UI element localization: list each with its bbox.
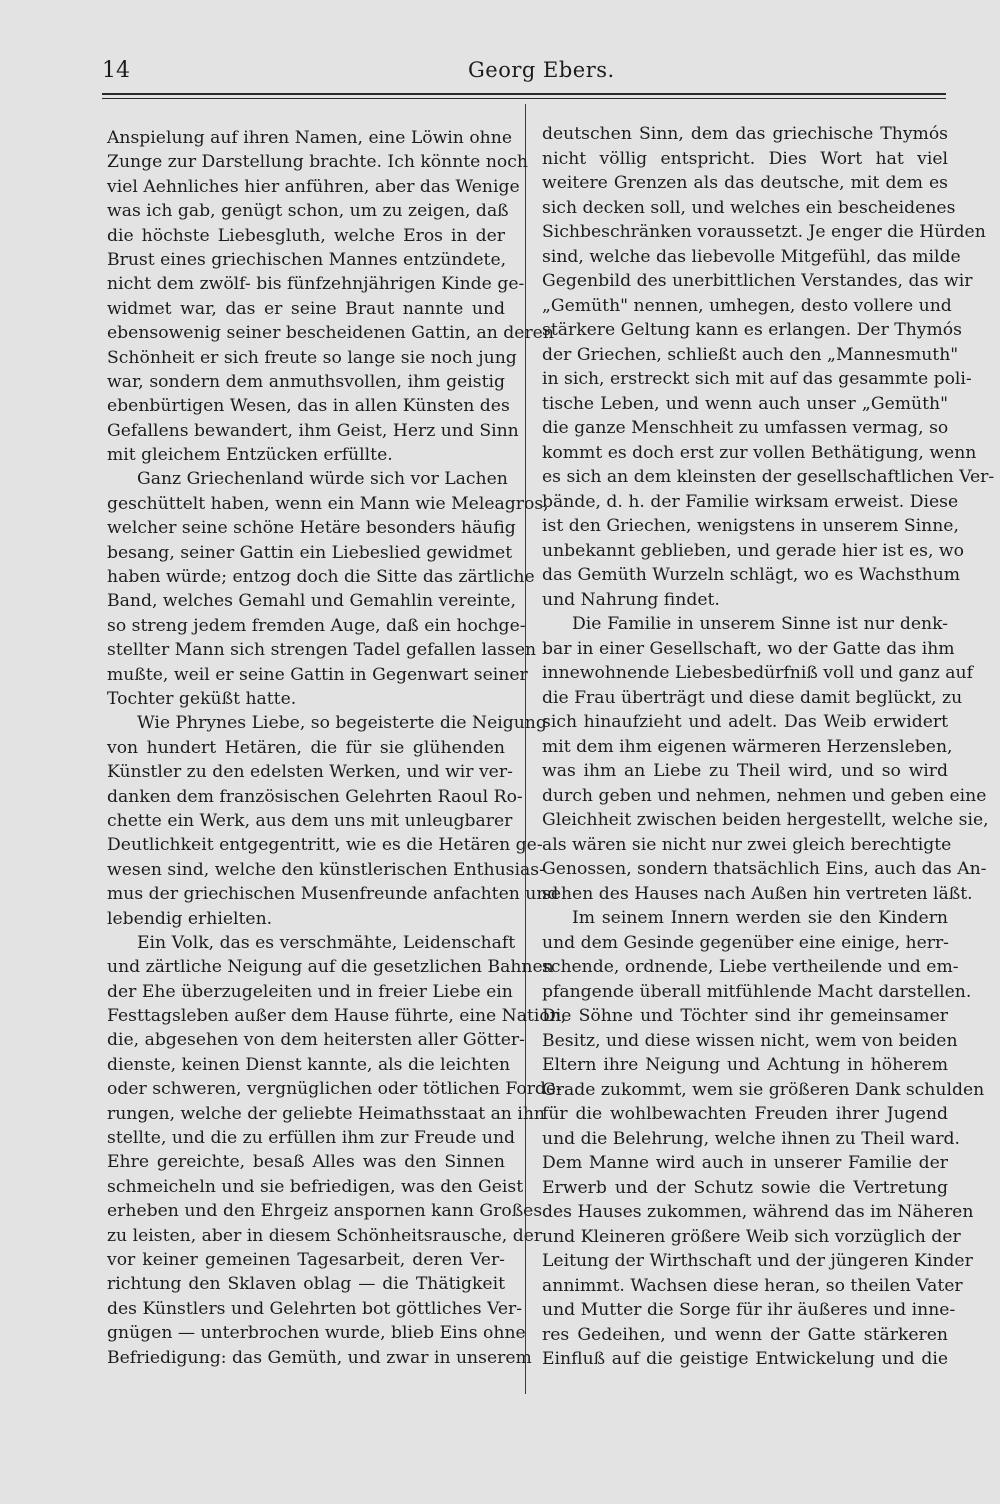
text-line: was ihm an Liebe zu Theil wird, und so wird [542, 761, 948, 781]
text-line: von hundert Hetären, die für sie glühenden [107, 737, 505, 758]
text-line: Tochter geküßt hatte. [107, 688, 297, 709]
text-line: die, abgesehen von dem heitersten aller Götter- [107, 1030, 525, 1051]
text-line: stellte, und die zu erfüllen ihm zur Freude und [107, 1128, 516, 1149]
text-line: Eltern ihre Neigung und Achtung in höherem [542, 1055, 948, 1075]
text-line: bände, d. h. der Familie wirksam erweist. Diese [542, 491, 959, 512]
text-line: pfangende überall mitfühlende Macht darstellen. [542, 981, 972, 1002]
text-line: erheben und den Ehrgeiz anspornen kann Großes [107, 1201, 543, 1222]
text-line: Festtagsleben außer dem Hause führte, eine Nation, [107, 1006, 567, 1027]
text-line: der Ehe überzugeleiten und in freier Liebe ein [107, 981, 513, 1002]
text-line: weitere Grenzen als das deutsche, mit dem es [542, 173, 948, 193]
text-line: für die wohlbewachten Freuden ihrer Jugend [542, 1104, 948, 1124]
text-line: und Mutter die Sorge für ihr äußeres und inne- [542, 1300, 956, 1320]
running-title: Georg Ebers. [468, 58, 615, 82]
text-line: Ehre gereichte, besaß Alles was den Sinnen [107, 1152, 505, 1173]
text-line: des Hauses zukommen, während das im Näheren [542, 1202, 974, 1222]
header-rule [102, 93, 946, 99]
text-line: als wären sie nicht nur zwei gleich berechtigte [542, 834, 952, 855]
text-line: deutschen Sinn, dem das griechische Thymós [542, 124, 948, 144]
right-column [542, 122, 995, 1372]
text-line: schmeicheln und sie befriedigen, was den Geist [107, 1176, 524, 1197]
text-line: besang, seiner Gattin ein Liebeslied gewidmet [107, 542, 513, 563]
page-number: 14 [102, 58, 130, 83]
text-line: geschüttelt haben, wenn ein Mann wie Meleagros, [107, 493, 549, 514]
text-line: stärkere Geltung kann es erlangen. Der Thymós [542, 320, 962, 340]
text-line: so streng jedem fremden Auge, daß ein hochge- [107, 615, 526, 636]
text-line: Band, welches Gemahl und Gemahlin vereinte, [107, 591, 516, 612]
text-line: lebendig erhielten. [107, 908, 273, 929]
text-line: sich hinaufzieht und adelt. Das Weib erwidert [542, 712, 948, 732]
text-line: tische Leben, und wenn auch unser „Gemüth" [542, 393, 948, 414]
text-line: Erwerb und der Schutz sowie die Vertretung [542, 1177, 948, 1198]
text-line: dienste, keinen Dienst kannte, als die leichten [107, 1054, 511, 1075]
text-line: ebensowenig seiner bescheidenen Gattin, an deren [107, 323, 554, 344]
text-line: sehen des Hauses nach Außen hin vertreten läßt. [542, 883, 973, 904]
text-line: res Gedeihen, und wenn der Gatte stärkeren [542, 1324, 948, 1345]
text-line: Dem Manne wird auch in unserer Familie der [542, 1153, 948, 1173]
text-line: die höchste Liebesgluth, welche Eros in der [107, 225, 505, 246]
text-line: sind, welche das liebevolle Mitgefühl, das milde [542, 246, 961, 267]
text-line: Künstler zu den edelsten Werken, und wir ver- [107, 762, 513, 783]
text-line: war, sondern dem anmuthsvollen, ihm geistig [107, 371, 505, 392]
text-line: das Gemüth Wurzeln schlägt, wo es Wachsthum [542, 565, 961, 585]
text-line: Zunge zur Darstellung brachte. Ich könnte noch [107, 152, 528, 173]
text-line: und Kleineren größere Weib sich vorzüglich der [542, 1226, 961, 1247]
text-line: richtung den Sklaven oblag — die Thätigkeit [107, 1274, 505, 1295]
text-line: Im seinem Innern werden sie den Kindern [572, 908, 948, 928]
text-line: Leitung der Wirthschaft und der jüngeren Kinder [542, 1251, 973, 1271]
text-line: Die Familie in unserem Sinne ist nur denk- [572, 614, 948, 634]
text-line: schende, ordnende, Liebe vertheilende und em- [542, 957, 959, 977]
text-line: zu leisten, aber in diesem Schönheitsrausche, der [107, 1225, 543, 1246]
text-line: Ein Volk, das es verschmähte, Leidenschaft [137, 932, 516, 953]
text-line: widmet war, das er seine Braut nannte und [107, 298, 505, 319]
text-line: unbekannt geblieben, und gerade hier ist es, wo [542, 540, 964, 561]
text-line: stellter Mann sich strengen Tadel gefallen lassen [107, 640, 537, 661]
text-line: nicht völlig entspricht. Dies Wort hat viel [542, 148, 948, 169]
text-line: chette ein Werk, aus dem uns mit unleugbarer [107, 810, 513, 831]
text-line: haben würde; entzog doch die Sitte das zärtliche [107, 567, 535, 588]
text-line: mußte, weil er seine Gattin in Gegenwart seiner [107, 664, 528, 685]
text-line: Brust eines griechischen Mannes entzündete, [107, 249, 507, 270]
text-line: Gleichheit zwischen beiden hergestellt, welche sie, [542, 810, 989, 830]
text-line: rungen, welche der geliebte Heimathsstaat an ihn [107, 1103, 545, 1124]
text-line: des Künstlers und Gelehrten bot göttliches Ver- [107, 1298, 523, 1319]
text-line: Befriedigung: das Gemüth, und zwar in unserem [107, 1347, 532, 1368]
text-line: annimmt. Wachsen diese heran, so theilen Vater [542, 1275, 963, 1296]
text-line: sich decken soll, und welches ein bescheidenes [542, 197, 956, 218]
text-line: ebenbürtigen Wesen, das in allen Künsten des [107, 396, 510, 417]
text-line: ist den Griechen, wenigstens in unserem Sinne, [542, 516, 959, 536]
text-line: mus der griechischen Musenfreunde anfachten und [107, 884, 559, 905]
text-line: Sichbeschränken voraussetzt. Je enger die Hürden [542, 222, 986, 242]
text-line: bar in einer Gesellschaft, wo der Gatte das ihm [542, 638, 955, 659]
text-line: Einfluß auf die geistige Entwickelung und die [542, 1349, 948, 1369]
left-column [107, 126, 567, 1370]
text-line: Anspielung auf ihren Namen, eine Löwin ohne [107, 128, 512, 148]
text-line: oder schweren, vergnüglichen oder tötlichen Forde- [107, 1079, 562, 1100]
text-line: mit dem ihm eigenen wärmeren Herzensleben, [542, 736, 953, 757]
text-line: mit gleichem Entzücken erfüllte. [107, 445, 393, 466]
text-line: der Griechen, schließt auch den „Mannesmuth" [542, 344, 959, 365]
text-line: Besitz, und diese wissen nicht, wem von beiden [542, 1030, 958, 1051]
text-line: wesen sind, welche den künstlerischen Enthusias- [107, 859, 545, 880]
text-line: und zärtliche Neigung auf die gesetzlichen Bahnen [107, 957, 554, 978]
text-line: Die Söhne und Töchter sind ihr gemeinsamer [542, 1006, 948, 1026]
text-line: Grade zukommt, wem sie größeren Dank schulden [542, 1079, 985, 1100]
text-line: und dem Gesinde gegenüber eine einige, herr- [542, 932, 949, 953]
text-line: Ganz Griechenland würde sich vor Lachen [137, 469, 508, 490]
text-line: was ich gab, genügt schon, um zu zeigen, daß [107, 201, 509, 222]
text-line: es sich an dem kleinsten der gesellschaftlichen Ver- [542, 467, 995, 487]
text-line: Deutlichkeit entgegentritt, wie es die Hetären ge- [107, 835, 543, 856]
text-line: kommt es doch erst zur vollen Bethätigung, wenn [542, 442, 977, 463]
text-line: Gefallens bewandert, ihm Geist, Herz und Sinn [107, 420, 519, 441]
text-line: danken dem französischen Gelehrten Raoul Ro- [107, 786, 523, 807]
text-line: die ganze Menschheit zu umfassen vermag, so [542, 418, 949, 438]
text-line: in sich, erstreckt sich mit auf das gesammte poli- [542, 369, 972, 389]
text-line: durch geben und nehmen, nehmen und geben eine [542, 785, 987, 806]
text-line: Schönheit er sich freute so lange sie noch jung [107, 347, 517, 368]
text-line: und Nahrung findet. [542, 589, 720, 610]
text-line: vor keiner gemeinen Tagesarbeit, deren Ver- [107, 1249, 505, 1270]
text-line: Wie Phrynes Liebe, so begeisterte die Neigung [137, 713, 547, 734]
text-line: welcher seine schöne Hetäre besonders häufig [107, 518, 516, 539]
text-line: viel Aehnliches hier anführen, aber das Wenige [107, 176, 520, 197]
text-line: innewohnende Liebesbedürfniß voll und ganz auf [542, 663, 973, 683]
text-line: „Gemüth" nennen, umhegen, desto vollere und [542, 295, 952, 316]
text-line: Gegenbild des unerbittlichen Verstandes, das wir [542, 271, 973, 291]
text-line: gnügen — unterbrochen wurde, blieb Eins ohne [107, 1323, 526, 1344]
text-line: Genossen, sondern thatsächlich Eins, auch das An- [542, 859, 987, 879]
text-line: nicht dem zwölf- bis fünfzehnjährigen Kinde ge- [107, 274, 525, 295]
text-line: die Frau überträgt und diese damit beglückt, zu [542, 687, 963, 708]
text-line: und die Belehrung, welche ihnen zu Theil ward. [542, 1128, 961, 1149]
page-header [102, 58, 946, 92]
